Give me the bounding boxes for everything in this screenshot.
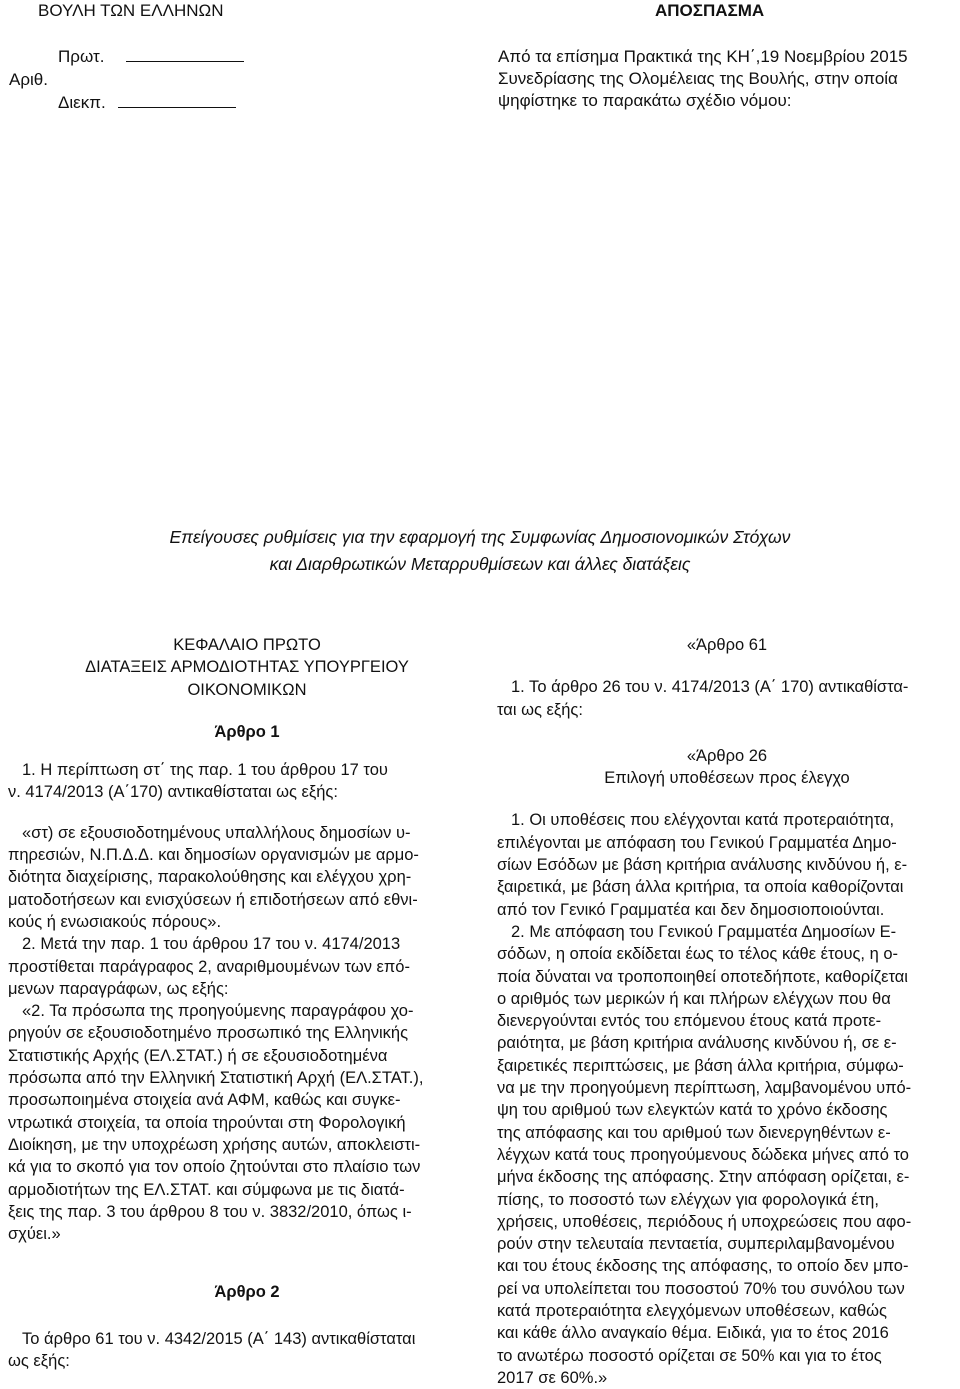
paragraph (8, 822, 466, 1246)
text-line: ξεις της παρ. 3 του άρθρου 8 του ν. 3832/2010, όπως ι- (8, 1202, 412, 1221)
text-line: 2017 σε 60%.» (497, 1368, 608, 1387)
text-line: ται ως εξής: (497, 700, 583, 719)
text-line: πρόσωπα από την Ελληνική Στατιστική Αρχή (ΕΛ.ΣΤΑΤ.), (8, 1069, 424, 1088)
text-line: 1. Το άρθρο 26 του ν. 4174/2013 (Α΄ 170) αντικαθίστα- (511, 678, 909, 697)
article-heading: «Άρθρο 61 (686, 636, 768, 654)
text-line: ως εξής: (8, 1352, 70, 1371)
text-line: και κάθε άλλο αναγκαίο θέμα. Ειδικά, για το έτος 2016 (497, 1324, 889, 1343)
text-line: διότητα διαχείρισης, παρακολούθησης και ελέγχου χρη- (8, 868, 412, 887)
text-line: ραιότητα, με βάση κριτήρια ανάλυσης κινδύνου ή, σε ε- (497, 1034, 897, 1053)
article-title: Επιλογή υποθέσεων προς έλεγχο (604, 769, 850, 788)
text-line: σίων Εσόδων με βάση κριτήρια ανάλυσης κινδύνου ή, ε- (497, 856, 908, 875)
text-line: σόδων, η οποία εκδίδεται έως το τέλος κάθε έτους, η ο- (497, 945, 899, 964)
article-heading: Άρθρο 2 (214, 1283, 280, 1302)
diekp-blank-line (118, 93, 236, 108)
chapter-subheading: ΔΙΑΤΑΞΕΙΣ ΑΡΜΟΔΙΟΤΗΤΑΣ ΥΠΟΥΡΓΕΙΟΥ (85, 658, 409, 677)
bill-title-line: και Διαρθρωτικών Μεταρρυθμίσεων και άλλες διατάξεις (269, 554, 691, 574)
text-line: λέγχων κατά τους προηγούμενους δώδεκα μήνες από το (497, 1145, 909, 1164)
text-line: ξαιρετικές περιπτώσεις, με βάση άλλα κριτήρια, σύμφω- (497, 1056, 904, 1075)
article-heading: Άρθρο 1 (214, 722, 280, 741)
text-line: ντρωτικά στοιχεία, τα οποία τηρούνται στη Φορολογική (8, 1113, 406, 1132)
text-line: ψη του αριθμού των ελεγκτών κατά το χρόνο έκδοσης (497, 1101, 888, 1120)
extract-source (498, 46, 908, 112)
text-line: 1. Οι υποθέσεις που ελέγχονται κατά προτεραιότητα, (511, 811, 895, 830)
text-line: σχύει.» (8, 1225, 61, 1244)
extract-heading: ΑΠΟΣΠΑΣΜΑ (655, 1, 765, 20)
text-line: επιλέγονται με απόφαση του Γενικού Γραμματέα Δημο- (497, 833, 897, 852)
text-line: της απόφασης και του αριθμού των διενεργηθέντων ε- (497, 1123, 891, 1142)
diekp-label: Διεκπ. (58, 93, 106, 112)
extract-line: Συνεδρίασης της Ολομέλειας της Βουλής, στην οποία (498, 69, 898, 88)
text-line: πηρεσιών, Ν.Π.Δ.Δ. και δημοσίων οργανισμών με αρμο- (8, 846, 419, 865)
text-line: ρηγούν σε εξουσιοδοτημένο προσωπικό της Ελληνικής (8, 1024, 409, 1043)
paragraph (497, 676, 957, 721)
text-line: πίσης, το ποσοστό των ελέγχων για φορολογικά έτη, (497, 1190, 879, 1209)
text-line: Το άρθρο 61 του ν. 4342/2015 (Α΄ 143) αντικαθίσταται (22, 1329, 416, 1348)
text-line: κατά προτεραιότητα ελεγχόμενων υποθέσεων, καθώς (497, 1302, 887, 1321)
text-line: «2. Τα πρόσωπα της προηγούμενης παραγράφου χο- (22, 1002, 414, 1021)
text-line: ν. 4174/2013 (Α΄170) αντικαθίσταται ως εξής: (8, 783, 338, 802)
text-line: 1. Η περίπτωση στ΄ της παρ. 1 του άρθρου 17 του (22, 761, 388, 780)
text-line: διενεργούνται εντός του επόμενου έτους κατά προτε- (497, 1012, 882, 1031)
text-line: ματοδοτήσεων και ενισχύσεων ή επιδοτήσεων από εθνι- (8, 890, 418, 909)
text-line: να με την προηγούμενη περίπτωση, λαμβανομένου υπό- (497, 1079, 912, 1098)
text-line: Στατιστικής Αρχής (ΕΛ.ΣΤΑΤ.) ή σε εξουσιοδοτημένα (8, 1046, 388, 1065)
text-line: ξαιρετικά, με βάση άλλα κριτήρια, τα οποία καθορίζονται (497, 878, 904, 897)
text-line: «στ) σε εξουσιοδοτημένους υπαλλήλους δημοσίων υ- (22, 823, 411, 842)
paragraph (8, 1328, 466, 1373)
text-line: ρεί να υπολείπεται του ποσοστού 70% του συνόλου των (497, 1279, 905, 1298)
text-line: κούς ή ενωσιακούς πόρους». (8, 912, 222, 931)
text-line: αρμοδιοτήτων της ΕΛ.ΣΤΑΤ. και σύμφωνα με τις διατά- (8, 1180, 405, 1199)
right-column (497, 634, 957, 1389)
text-line: μενων παραγράφων, ως εξής: (8, 979, 229, 998)
text-line: το ανωτέρω ποσοστό ορίζεται σε 50% και για το έτος (497, 1346, 882, 1365)
extract-line: Από τα επίσημα Πρακτικά της ΚΗ΄,19 Νοεμβρίου 2015 (498, 47, 908, 66)
text-line: ο αριθμός των μερικών ή και πλήρων ελέγχων που θα (497, 989, 891, 1008)
text-line: και του έτους έκδοσης της απόφασης, το οποίο δεν μπο- (497, 1257, 909, 1276)
bill-title-line: Επείγουσες ρυθμίσεις για την εφαρμογή της Συμφωνίας Δημοσιονομικών Στόχων (169, 527, 791, 547)
text-line: κά για το σκοπό για τον οποίο ζητούνται στο πλαίσιο των (8, 1158, 421, 1177)
text-line: ρούν στην τελευταία πενταετία, συμπεριλαμβανομένου (497, 1235, 895, 1254)
text-line: προστίθεται παράγραφος 2, αναριθμουμένων των επό- (8, 957, 410, 976)
extract-line: ψηφίστηκε το παρακάτω σχέδιο νόμου: (498, 91, 792, 110)
text-line: προσωποιημένα στοιχεία ανά ΑΦΜ, καθώς και συγκε- (8, 1091, 401, 1110)
bill-title (0, 524, 960, 578)
left-column (8, 634, 466, 1372)
text-line: από τον Γενικό Γραμματέα και δεν δημοσιοποιούνται. (497, 900, 885, 919)
diekp-field (58, 92, 236, 114)
text-line: μήνα έκδοσης της απόφασης. Στην απόφαση ορίζεται, ε- (497, 1168, 910, 1187)
text-line: ποία δύναται να τροποποιηθεί οποτεδήποτε, καθορίζεται (497, 967, 908, 986)
arith-label: Αριθ. (9, 70, 48, 89)
prot-label: Πρωτ. (58, 47, 105, 66)
prot-field (58, 46, 244, 68)
paragraph (8, 759, 466, 804)
prot-blank-line (126, 47, 244, 62)
parliament-name: ΒΟΥΛΗ ΤΩΝ ΕΛΛΗΝΩΝ (38, 1, 224, 20)
text-line: χρήσεις, υποθέσεις, περιόδους ή υποχρεώσεις που αφο- (497, 1212, 912, 1231)
text-line: Διοίκηση, με την υποχρέωση χρήσης αυτών, αποκλειστι- (8, 1135, 421, 1154)
text-line: 2. Μετά την παρ. 1 του άρθρου 17 του ν. 4174/2013 (22, 935, 401, 954)
chapter-subheading: ΟΙΚΟΝΟΜΙΚΩΝ (187, 680, 307, 699)
text-line: 2. Με απόφαση του Γενικού Γραμματέα Δημοσίων Ε- (511, 922, 897, 941)
paragraph (497, 809, 957, 1389)
article-heading: «Άρθρο 26 (686, 746, 768, 765)
chapter-heading: ΚΕΦΑΛΑΙΟ ΠΡΩΤΟ (173, 636, 321, 654)
